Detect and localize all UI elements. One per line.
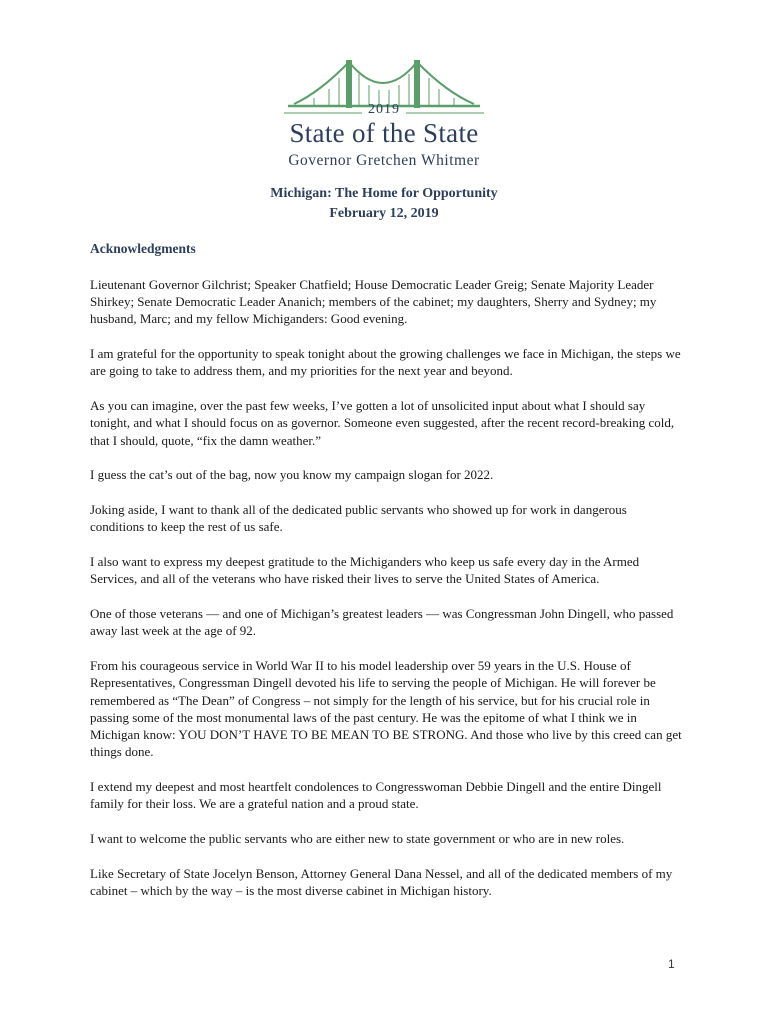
document-subtitle: Governor Gretchen Whitmer	[288, 152, 480, 169]
document-title: State of the State	[289, 118, 479, 148]
paragraph: I want to welcome the public servants who are either new to state government or who are in new roles.	[90, 831, 625, 847]
paragraph: I am grateful for the opportunity to speak tonight about the growing challenges we face in Michigan, the steps we are going to take to address them, and my priorities for the next year and beyond.	[90, 346, 681, 379]
speech-date: February 12, 2019	[329, 206, 439, 221]
paragraph: From his courageous service in World War II to his model leadership over 59 years in the U.S. House of Representatives, Congressman Dingell devoted his life to serving the people of Michigan. He will forever be remembered as “The Dean” of Congress – not simply for the length of his service, but for his crucial role in passing some of the most monumental laws of the past century. He was the epitome of what I think we in Michigan know: YOU DON’T HAVE TO BE MEAN TO BE STRONG. And those who live by this creed can get things done.	[90, 658, 682, 760]
section-heading: Acknowledgments	[90, 241, 196, 256]
paragraph: I guess the cat’s out of the bag, now you know my campaign slogan for 2022.	[90, 467, 494, 483]
paragraph: Lieutenant Governor Gilchrist; Speaker Chatfield; House Democratic Leader Greig; Senate Majority Leader Shirkey; Senate Democratic Leader Ananich; members of the cabinet; my daughters, Sherry and Sydney; my husband, Marc; and my fellow Michiganders: Good evening.	[90, 277, 657, 327]
speech-body	[90, 276, 682, 917]
speech-title: Michigan: The Home for Opportunity	[270, 186, 498, 201]
paragraph: I extend my deepest and most heartfelt condolences to Congresswoman Debbie Dingell and the entire Dingell family for their loss. We are a grateful nation and a proud state.	[90, 779, 662, 812]
paragraph: As you can imagine, over the past few weeks, I’ve gotten a lot of unsolicited input about what I should say tonight, and what I should focus on as governor. Someone even suggested, after the recent record-breaking cold, that I should, quote, “fix the damn weather.”	[90, 398, 675, 448]
speech-heading	[0, 184, 768, 224]
paragraph: I also want to express my deepest gratitude to the Michiganders who keep us safe every day in the Armed Services, and all of the veterans who have risked their lives to serve the United States of America.	[90, 554, 640, 587]
paragraph: Joking aside, I want to thank all of the dedicated public servants who showed up for work in dangerous conditions to keep the rest of us safe.	[90, 502, 627, 535]
logo-year: 2019	[368, 102, 400, 117]
paragraph: Like Secretary of State Jocelyn Benson, Attorney General Dana Nessel, and all of the dedicated members of my cabinet – which by the way – is the most diverse cabinet in Michigan history.	[90, 865, 673, 899]
paragraph: One of those veterans — and one of Michigan’s greatest leaders — was Congressman John Dingell, who passed away last week at the age of 92.	[90, 606, 674, 639]
page-number: 1	[668, 957, 675, 971]
